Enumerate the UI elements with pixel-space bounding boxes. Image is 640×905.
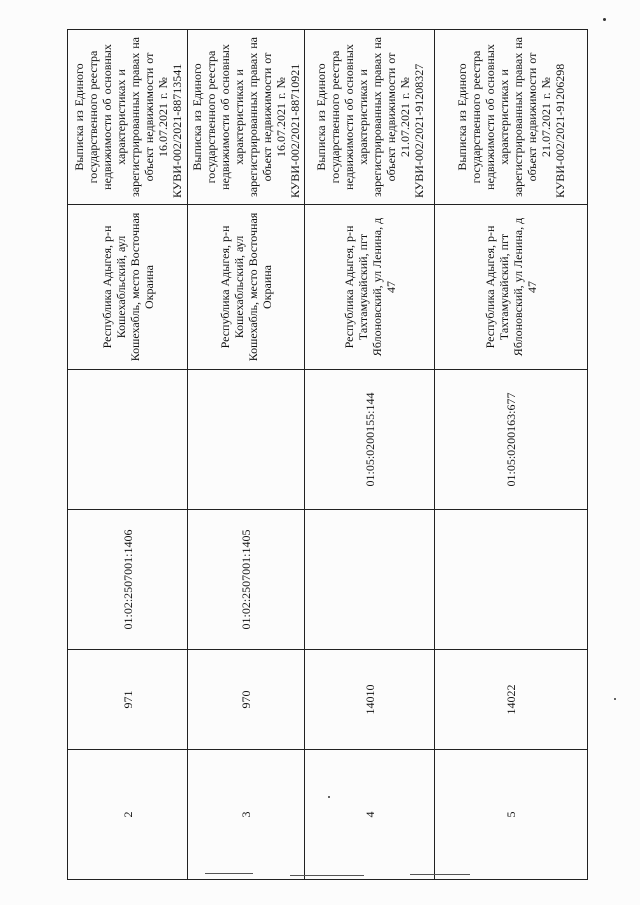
- rotated-table-wrapper: [67, 30, 587, 880]
- address-cell: Республика Адыгея, р-н Тахтамукайский, пгт Яблоновский, ул Ленина, д 47: [435, 205, 588, 370]
- cadastral-number-building: 01:05:0200163:677: [435, 370, 588, 510]
- property-table: [67, 29, 588, 880]
- table-row: [305, 30, 435, 880]
- footer-rule: [410, 874, 470, 875]
- cadastral-number-building: [68, 370, 188, 510]
- address-cell: Республика Адыгея, р-н Кошехабльский, аул Кошехабль, место Восточная Окраина: [188, 205, 305, 370]
- cadastral-number: 01:02:2507001:1406: [68, 510, 188, 650]
- document-text: Выписка из Единого государственного реестра недвижимости об основных характеристиках и зарегистрированных правах на объект недвижимости от 16.07.2021 г. № КУВИ-002/2021-88710921: [190, 37, 302, 198]
- scan-speck: [603, 18, 606, 21]
- footer-rule: [290, 875, 364, 876]
- document-cell: [68, 30, 188, 205]
- row-number: 5: [435, 750, 588, 880]
- cadastral-number-building: 01:05:0200155:144: [305, 370, 435, 510]
- scan-speck: [614, 698, 616, 700]
- table-row: [188, 30, 305, 880]
- address-cell: Республика Адыгея, р-н Кошехабльский, аул Кошехабль, место Восточная Окраина: [68, 205, 188, 370]
- cadastral-number: [305, 510, 435, 650]
- document-cell: [305, 30, 435, 205]
- document-text: Выписка из Единого государственного реестра недвижимости об основных характеристиках и зарегистрированных правах на объект недвижимости от 21.07.2021 г. № КУВИ-002/2021-91208327: [313, 37, 426, 198]
- cadastral-number: 01:02:2507001:1405: [188, 510, 305, 650]
- row-number: 3: [188, 750, 305, 880]
- registry-number: 971: [68, 650, 188, 750]
- scan-speck: [328, 796, 330, 798]
- document-cell: [435, 30, 588, 205]
- registry-number: 14022: [435, 650, 588, 750]
- table-row: [435, 30, 588, 880]
- table-row: [68, 30, 188, 880]
- cadastral-number: [435, 510, 588, 650]
- cadastral-number-building: [188, 370, 305, 510]
- registry-number: 14010: [305, 650, 435, 750]
- document-cell: [188, 30, 305, 205]
- row-number: 4: [305, 750, 435, 880]
- document-text: Выписка из Единого государственного реестра недвижимости об основных характеристиках и зарегистрированных правах на объект недвижимости от 16.07.2021 г. № КУВИ-002/2021-88713541: [71, 37, 184, 198]
- row-number: 2: [68, 750, 188, 880]
- registry-number: 970: [188, 650, 305, 750]
- address-cell: Республика Адыгея, р-н Тахтамукайский, пгт Яблоновский, ул Ленина, д 47: [305, 205, 435, 370]
- document-text: Выписка из Единого государственного реестра недвижимости об основных характеристиках и зарегистрированных правах на объект недвижимости от 21.07.2021 г. № КУВИ-002/2021-91206298: [455, 37, 567, 198]
- footer-rule: [205, 873, 253, 874]
